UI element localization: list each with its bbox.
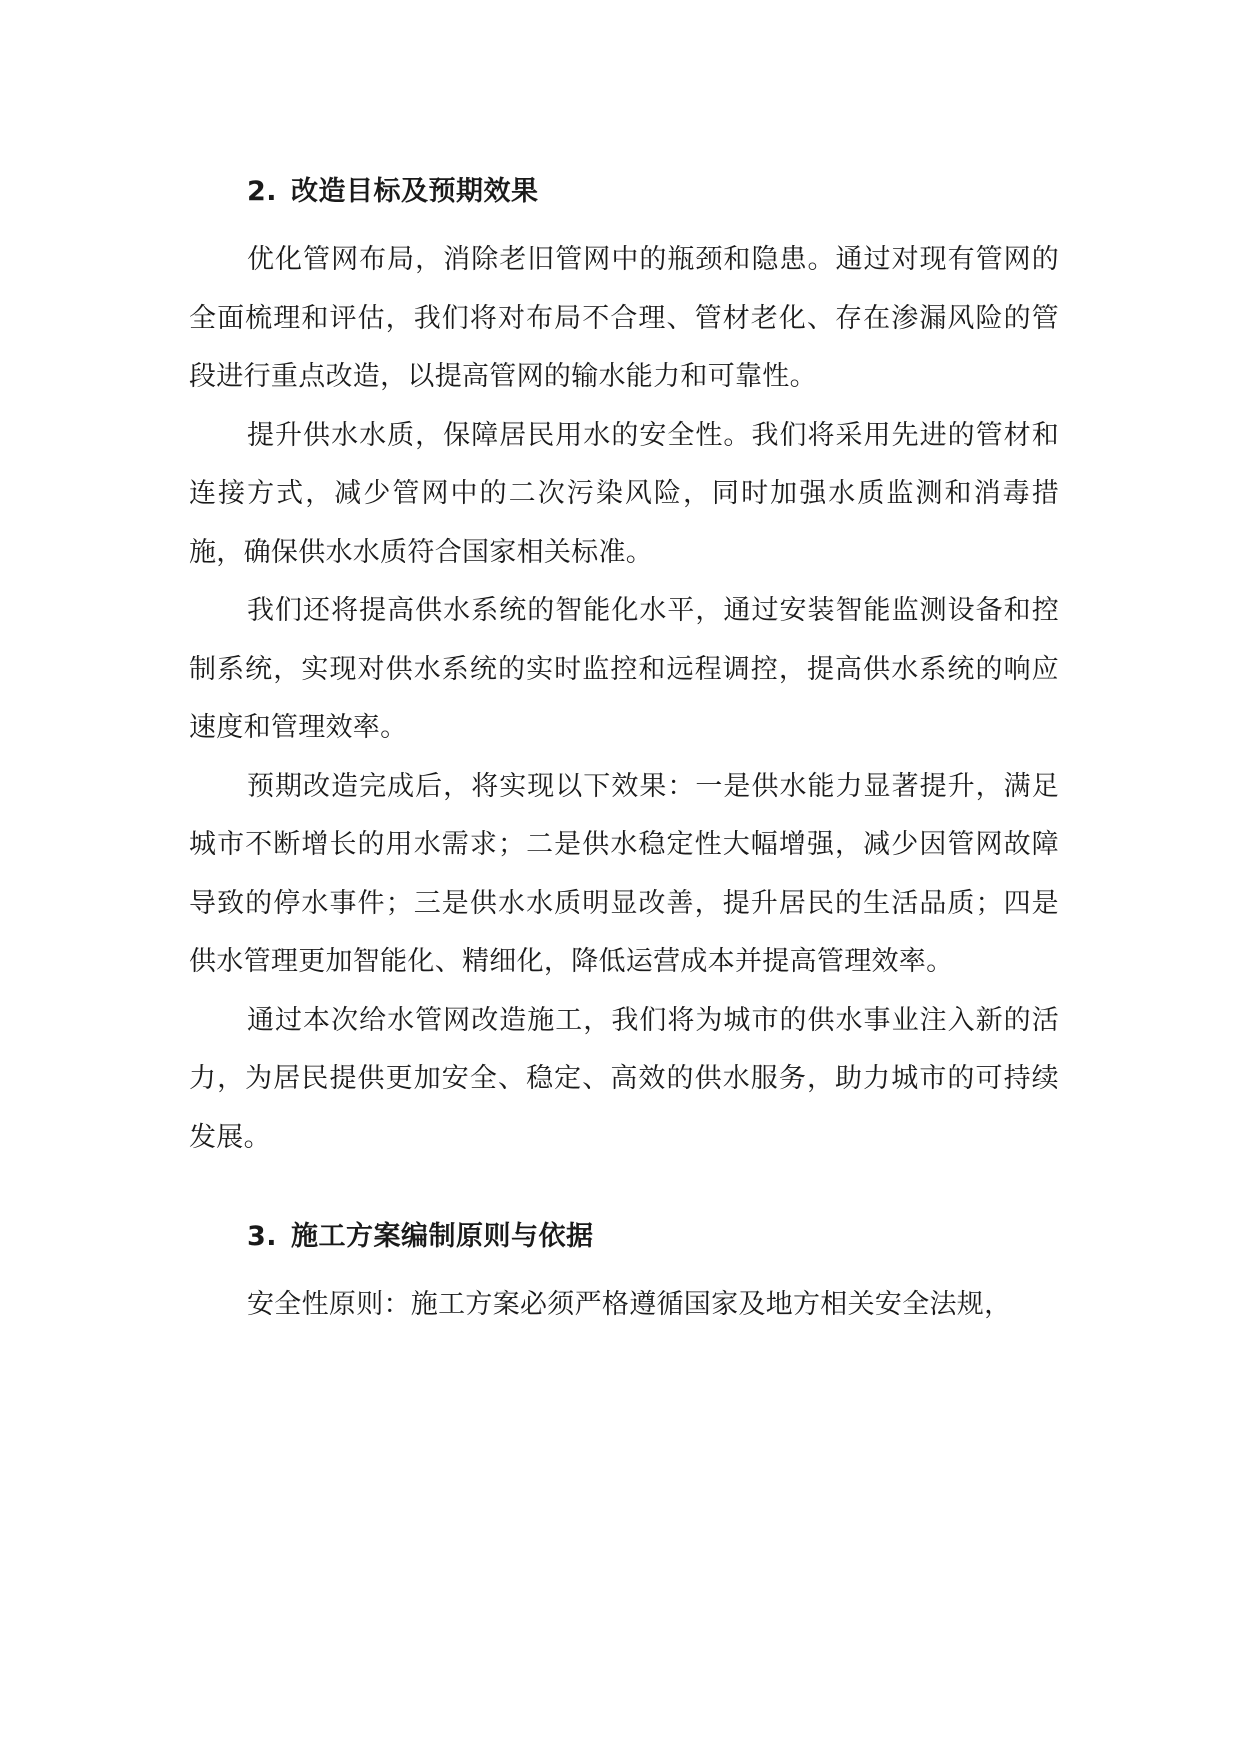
paragraph: 优化管网布局，消除老旧管网中的瓶颈和隐患。通过对现有管网的全面梳理和评估，我们将对布局不合理、管材老化、存在渗漏风险的管段进行重点改造，以提高管网的输水能力和可靠性。 xyxy=(189,244,1059,392)
section-number: 2. xyxy=(247,176,278,207)
section-title: 施工方案编制原则与依据 xyxy=(291,1221,594,1252)
document-body xyxy=(189,148,1059,1335)
section-heading-3 xyxy=(247,1215,1059,1259)
paragraph: 安全性原则：施工方案必须严格遵循国家及地方相关安全法规， xyxy=(247,1289,1012,1320)
paragraph: 提升供水水质，保障居民用水的安全性。我们将采用先进的管材和连接方式，减少管网中的二次污染风险，同时加强水质监测和消毒措施，确保供水水质符合国家相关标准。 xyxy=(189,419,1059,568)
paragraph: 预期改造完成后，将实现以下效果：一是供水能力显著提升，满足城市不断增长的用水需求；二是供水稳定性大幅增强，减少因管网故障导致的停水事件；三是供水水质明显改善，提升居民的生活品质；四是供水管理更加智能化、精细化，降低运营成本并提高管理效率。 xyxy=(189,770,1059,977)
section-number: 3. xyxy=(247,1221,278,1252)
paragraph: 通过本次给水管网改造施工，我们将为城市的供水事业注入新的活力，为居民提供更加安全、稳定、高效的供水服务，助力城市的可持续发展。 xyxy=(189,1004,1059,1153)
section-heading-2 xyxy=(247,170,1059,214)
paragraph: 我们还将提高供水系统的智能化水平，通过安装智能监测设备和控制系统，实现对供水系统的实时监控和远程调控，提高供水系统的响应速度和管理效率。 xyxy=(189,595,1059,743)
section-title: 改造目标及预期效果 xyxy=(291,176,539,207)
